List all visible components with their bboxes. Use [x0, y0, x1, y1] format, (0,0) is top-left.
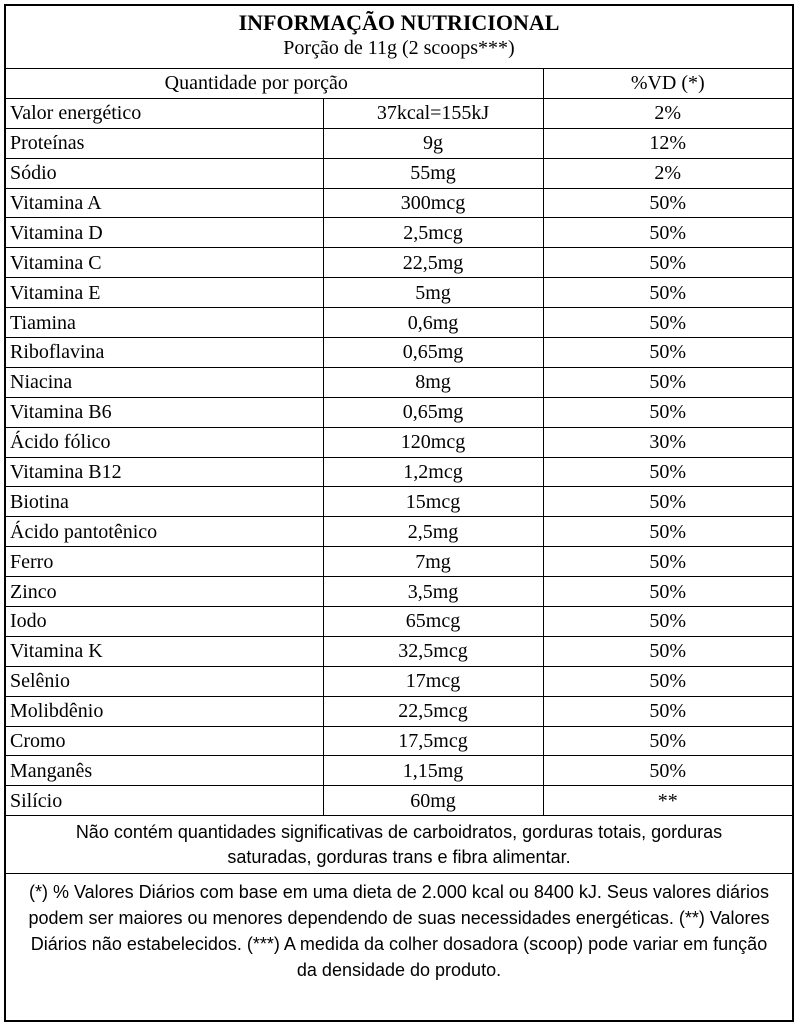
nutrient-dv: 50% [543, 607, 792, 637]
table-row [6, 636, 792, 666]
nutrient-name: Selênio [6, 666, 323, 696]
nutrient-quantity: 0,65mg [323, 338, 543, 368]
nutrition-facts-panel [4, 4, 794, 1022]
table-row [6, 367, 792, 397]
nutrient-name: Ácido fólico [6, 427, 323, 457]
nutrient-dv: 50% [543, 248, 792, 278]
table-row [6, 248, 792, 278]
nutrient-dv: 50% [543, 547, 792, 577]
dv-header: %VD (*) [543, 69, 792, 98]
table-row [6, 128, 792, 158]
table-row [6, 666, 792, 696]
nutrient-name: Vitamina K [6, 636, 323, 666]
nutrient-dv: 2% [543, 158, 792, 188]
nutrient-quantity: 22,5mg [323, 248, 543, 278]
nutrient-dv: 30% [543, 427, 792, 457]
nutrient-quantity: 2,5mg [323, 517, 543, 547]
table-row [6, 218, 792, 248]
nutrient-dv: 50% [543, 726, 792, 756]
nutrient-name: Zinco [6, 577, 323, 607]
nutrient-quantity: 300mcg [323, 188, 543, 218]
amount-header: Quantidade por porção [6, 69, 543, 98]
nutrient-name: Vitamina B6 [6, 397, 323, 427]
table-row [6, 607, 792, 637]
nutrient-quantity: 32,5mcg [323, 636, 543, 666]
nutrient-quantity: 7mg [323, 547, 543, 577]
table-row [6, 98, 792, 128]
nutrient-name: Proteínas [6, 128, 323, 158]
table-row [6, 188, 792, 218]
nutrient-dv: 2% [543, 98, 792, 128]
nutrient-name: Iodo [6, 607, 323, 637]
nutrient-quantity: 60mg [323, 786, 543, 816]
nutrient-quantity: 17mcg [323, 666, 543, 696]
nutrient-dv: 50% [543, 308, 792, 338]
nutrient-dv: 12% [543, 128, 792, 158]
nutrient-quantity: 9g [323, 128, 543, 158]
table-row [6, 487, 792, 517]
nutrient-name: Manganês [6, 756, 323, 786]
nutrient-quantity: 1,2mcg [323, 457, 543, 487]
nutrient-name: Vitamina E [6, 278, 323, 308]
nutrient-name: Vitamina C [6, 248, 323, 278]
footnotes: (*) % Valores Diários com base em uma dieta de 2.000 kcal ou 8400 kJ. Seus valores diários podem ser maiores ou menores dependendo de suas necessidades energéticas. (**) Valores Diários não estabelecidos. (***) A medida da colher dosadora (scoop) pode variar em função da densidade do produto. [28, 882, 770, 981]
nutrient-name: Ferro [6, 547, 323, 577]
nutrient-dv: 50% [543, 756, 792, 786]
table-row [6, 397, 792, 427]
nutrient-name: Vitamina B12 [6, 457, 323, 487]
nutrient-dv: 50% [543, 367, 792, 397]
nutrient-name: Vitamina D [6, 218, 323, 248]
nutrient-name: Niacina [6, 367, 323, 397]
nutrient-name: Tiamina [6, 308, 323, 338]
table-row [6, 726, 792, 756]
table-row [6, 756, 792, 786]
nutrient-dv: 50% [543, 487, 792, 517]
nutrient-name: Biotina [6, 487, 323, 517]
nutrient-name: Silício [6, 786, 323, 816]
nutrient-name: Vitamina A [6, 188, 323, 218]
nutrient-quantity: 65mcg [323, 607, 543, 637]
nutrient-quantity: 15mcg [323, 487, 543, 517]
nutrient-quantity: 22,5mcg [323, 696, 543, 726]
nutrient-dv: 50% [543, 517, 792, 547]
table-row [6, 517, 792, 547]
nutrient-quantity: 37kcal=155kJ [323, 98, 543, 128]
table-row [6, 158, 792, 188]
table-row [6, 786, 792, 816]
nutrient-name: Valor energético [6, 98, 323, 128]
nutrient-quantity: 1,15mg [323, 756, 543, 786]
nutrient-dv: 50% [543, 188, 792, 218]
table-header-row [6, 69, 792, 98]
nutrient-dv: 50% [543, 457, 792, 487]
nutrient-quantity: 55mg [323, 158, 543, 188]
nutrition-table [6, 69, 792, 816]
table-row [6, 547, 792, 577]
nutrient-dv: 50% [543, 278, 792, 308]
nutrient-dv: 50% [543, 666, 792, 696]
table-row [6, 696, 792, 726]
nutrient-dv: ** [543, 786, 792, 816]
nutrient-name: Cromo [6, 726, 323, 756]
table-row [6, 308, 792, 338]
nutrient-quantity: 17,5mcg [323, 726, 543, 756]
nutrient-dv: 50% [543, 696, 792, 726]
nutrient-quantity: 3,5mg [323, 577, 543, 607]
nutrient-dv: 50% [543, 577, 792, 607]
nutrient-name: Riboflavina [6, 338, 323, 368]
nutrient-quantity: 2,5mcg [323, 218, 543, 248]
nutrient-quantity: 0,65mg [323, 397, 543, 427]
nutrient-name: Molibdênio [6, 696, 323, 726]
table-row [6, 427, 792, 457]
table-row [6, 457, 792, 487]
panel-title: INFORMAÇÃO NUTRICIONAL [238, 10, 560, 35]
nutrient-name: Sódio [6, 158, 323, 188]
title-block [6, 6, 792, 69]
nutrient-name: Ácido pantotênico [6, 517, 323, 547]
nutrient-dv: 50% [543, 218, 792, 248]
table-row [6, 338, 792, 368]
nutrient-quantity: 120mcg [323, 427, 543, 457]
table-row [6, 278, 792, 308]
nutrient-quantity: 8mg [323, 367, 543, 397]
nutrient-dv: 50% [543, 397, 792, 427]
nutrient-dv: 50% [543, 338, 792, 368]
portion-size: Porção de 11g (2 scoops***) [283, 37, 515, 59]
insignificant-amounts-note: Não contém quantidades significativas de carboidratos, gorduras totais, gorduras saturadas, gorduras trans e fibra alimentar. [6, 816, 792, 874]
nutrient-dv: 50% [543, 636, 792, 666]
nutrient-quantity: 0,6mg [323, 308, 543, 338]
nutrient-quantity: 5mg [323, 278, 543, 308]
table-row [6, 577, 792, 607]
